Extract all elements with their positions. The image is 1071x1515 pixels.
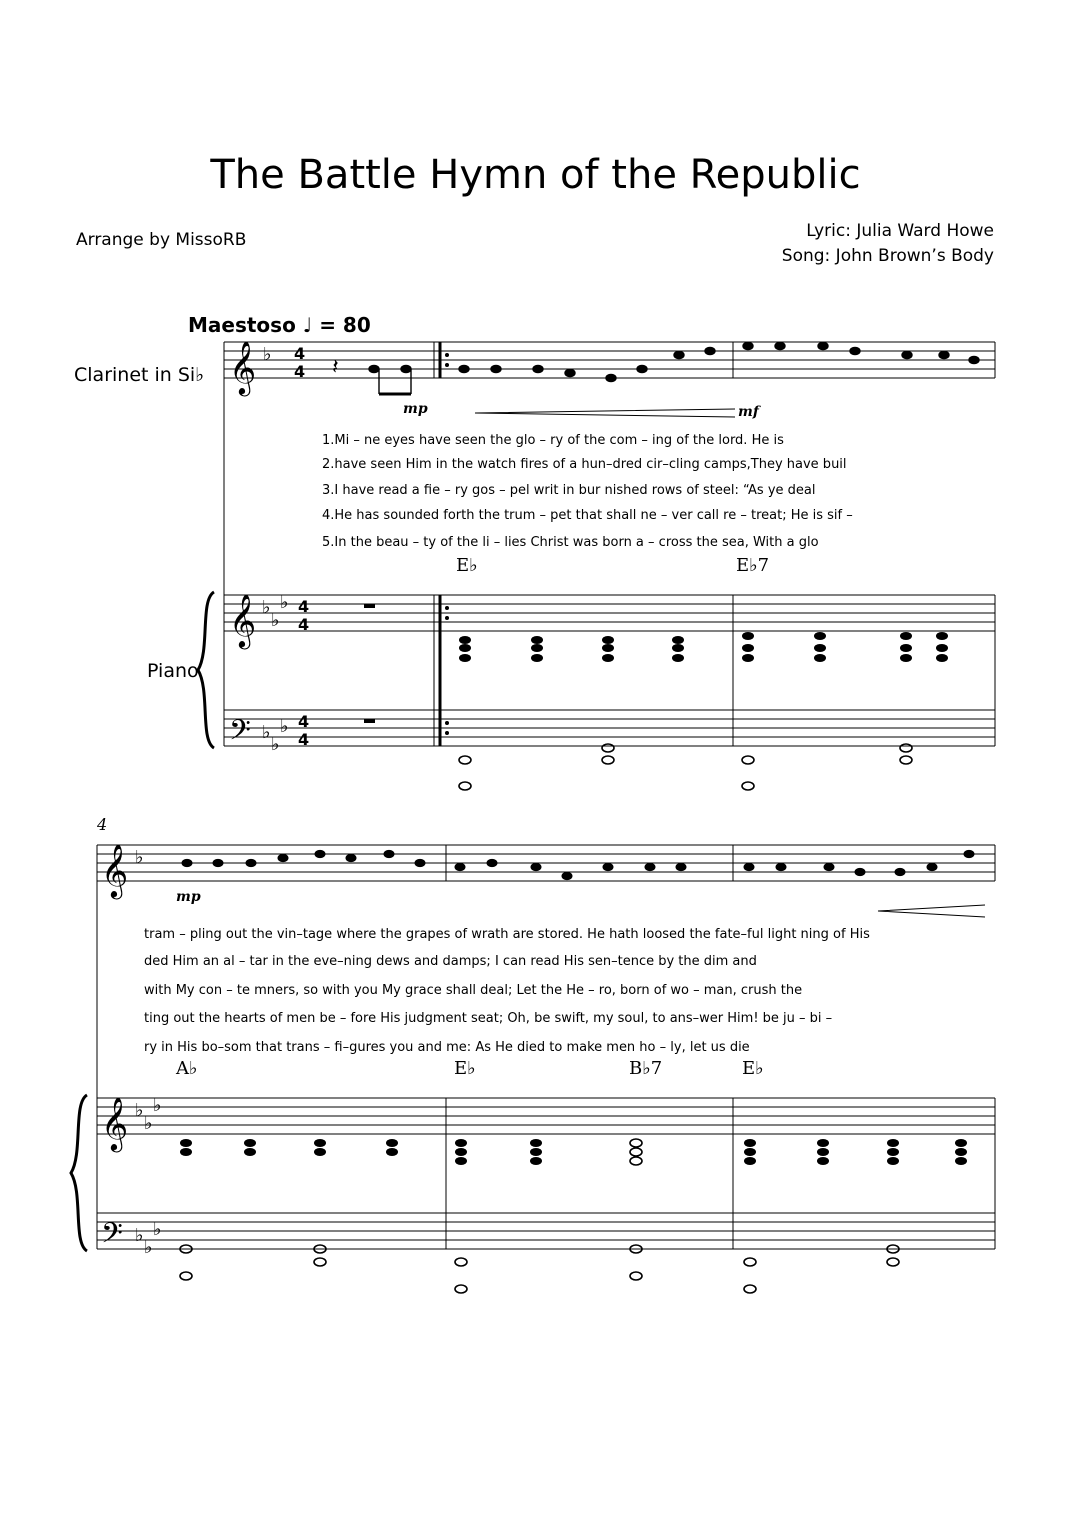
dynamic-mp: mp bbox=[403, 401, 428, 417]
svg-text:♭: ♭ bbox=[271, 610, 280, 631]
lyric-verse-3: 3.I have read a fie – ry gos – pel writ in bur nished rows of steel: “As ye deal bbox=[322, 483, 816, 498]
quarter-note-icon: ♩ bbox=[302, 313, 313, 337]
chord-symbol: E♭7 bbox=[736, 555, 770, 576]
measure-number: 4 bbox=[97, 815, 108, 834]
svg-text:♭: ♭ bbox=[280, 716, 289, 737]
svg-text:4: 4 bbox=[298, 712, 310, 731]
lyric-verse-1: 1.Mi – ne eyes have seen the glo – ry of the com – ing of the lord. He is bbox=[322, 433, 784, 448]
svg-text:4: 4 bbox=[294, 362, 306, 381]
treble-clef-icon: 𝄞 bbox=[101, 1096, 129, 1150]
lyric-verse-5: ry in His bo–som that trans – fi–gures you and me: As He died to make men ho – ly, let us die bbox=[144, 1040, 750, 1055]
svg-text:♭: ♭ bbox=[135, 1225, 144, 1246]
clarinet-notes-2 bbox=[182, 850, 974, 879]
instrument-label-clarinet: Clarinet in Si♭ bbox=[74, 364, 205, 386]
flat-key-icon bbox=[135, 592, 289, 1258]
bass-clef-icon: 𝄢 bbox=[101, 1217, 123, 1257]
lyric-verse-2: 2.have seen Him in the watch fires of a hun–dred cir–cling camps,They have buil bbox=[322, 457, 847, 472]
lyric-verse-1: tram – pling out the vin–tage where the grapes of wrath are stored. He hath loosed the fate–ful light ning of His bbox=[144, 927, 870, 942]
clarinet-notes-1 bbox=[332, 342, 979, 394]
piano-chords-2 bbox=[180, 1139, 967, 1165]
instrument-label-piano: Piano bbox=[147, 660, 199, 682]
svg-text:4: 4 bbox=[298, 597, 310, 616]
tempo-word: Maestoso bbox=[188, 313, 296, 337]
lyricist-credit: Lyric: Julia Ward Howe bbox=[806, 221, 994, 241]
lyric-verse-4: ting out the hearts of men be – fore His judgment seat; Oh, be swift, my soul, to ans–wer Him! be ju – bi – bbox=[144, 1011, 833, 1026]
piano-brace bbox=[198, 592, 214, 748]
song-credit: Song: John Brown’s Body bbox=[781, 246, 994, 266]
lyric-verse-2: ded Him an al – tar in the eve–ning dews and damps; I can read His sen–tence by the dim and bbox=[144, 954, 757, 969]
treble-clef-icon: 𝄞 bbox=[229, 340, 257, 394]
arranger-credit: Arrange by MissoRB bbox=[76, 230, 247, 250]
svg-text:4: 4 bbox=[294, 344, 306, 363]
svg-text:♭: ♭ bbox=[153, 1095, 162, 1116]
flat-key-icon: ♭ bbox=[263, 344, 272, 365]
svg-text:♭: ♭ bbox=[135, 1100, 144, 1121]
piano-treble-staff-1 bbox=[224, 595, 995, 631]
svg-text:4: 4 bbox=[298, 615, 310, 634]
piano-treble-staff-2 bbox=[97, 1098, 995, 1134]
lyric-verse-5: 5.In the beau – ty of the li – lies Christ was born a – cross the sea, With a glo bbox=[322, 535, 819, 550]
flat-key-icon: ♭ bbox=[135, 847, 144, 868]
svg-text:𝄽: 𝄽 bbox=[332, 355, 339, 380]
chord-symbol: B♭7 bbox=[629, 1058, 663, 1079]
treble-clef-icon: 𝄞 bbox=[229, 593, 257, 647]
piano-bass-staff-2 bbox=[97, 1213, 995, 1249]
piano-brace bbox=[71, 1095, 87, 1251]
bass-clef-icon: 𝄢 bbox=[229, 714, 251, 754]
svg-text:♭: ♭ bbox=[271, 734, 280, 755]
chord-symbol: E♭ bbox=[456, 555, 478, 576]
svg-text:♭: ♭ bbox=[144, 1113, 153, 1134]
piano-bass-staff-1 bbox=[224, 710, 995, 746]
lyric-verse-4: 4.He has sounded forth the trum – pet that shall ne – ver call re – treat; He is sif – bbox=[322, 508, 853, 523]
dynamic-mp: mp bbox=[176, 889, 201, 905]
svg-text:♭: ♭ bbox=[262, 722, 271, 743]
chord-symbol: E♭ bbox=[454, 1058, 476, 1079]
svg-text:♭: ♭ bbox=[262, 597, 271, 618]
clarinet-staff-1 bbox=[224, 342, 995, 378]
chord-symbol: A♭ bbox=[176, 1058, 198, 1079]
svg-text:♭: ♭ bbox=[153, 1219, 162, 1240]
piano-bass-notes-1 bbox=[459, 744, 912, 790]
crescendo-hairpin bbox=[878, 905, 985, 917]
crescendo-hairpin bbox=[475, 409, 735, 417]
score-title: The Battle Hymn of the Republic bbox=[210, 152, 861, 198]
treble-clef-icon: 𝄞 bbox=[101, 843, 129, 897]
svg-text:4: 4 bbox=[298, 730, 310, 749]
time-signature bbox=[294, 344, 309, 749]
lyric-verse-3: with My con – te mners, so with you My grace shall deal; Let the He – ro, born of wo – man, crush the bbox=[144, 983, 803, 998]
tempo-bpm: = 80 bbox=[319, 313, 371, 337]
dynamic-mf: mf bbox=[738, 404, 759, 420]
svg-text:♭: ♭ bbox=[144, 1237, 153, 1258]
svg-text:♭: ♭ bbox=[280, 592, 289, 613]
piano-chords-1 bbox=[459, 632, 948, 662]
chord-symbol: E♭ bbox=[742, 1058, 764, 1079]
